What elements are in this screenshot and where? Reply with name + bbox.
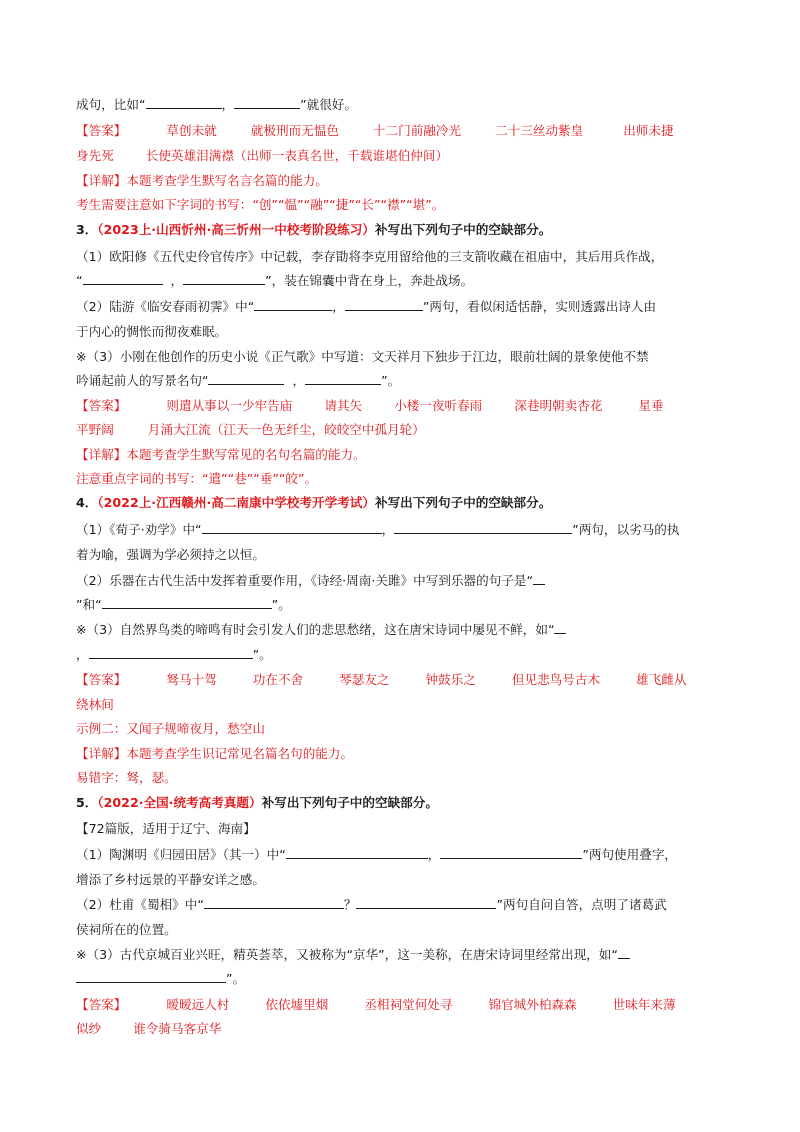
blank [89, 646, 253, 659]
text-line: （2）乐器在古代生活中发挥着重要作用，《诗经·周南·关雎》中写到乐器的句子是“ [76, 572, 724, 590]
text-line: ”。 [76, 970, 724, 988]
text-line: 于内心的惆怅而彻夜难眠。 [76, 324, 228, 339]
text-line: （2）杜甫《蜀相》中“ ？ ”两句自问自答，点明了诸葛武 [76, 897, 667, 912]
blank [208, 372, 284, 385]
text-line: ※（3）自然界鸟类的啼鸣有时会引发人们的悲思愁绪，这在唐宋诗词中屡见不鲜，如“ [76, 621, 724, 639]
blank [102, 596, 272, 609]
text-line: （1）《荀子·劝学》中“ ， ”两句，以劣马的执 [76, 522, 680, 537]
text-line: （2）陆游《临安春雨初霁》中“ ， ”两句，看似闲适恬静，实则透露出诗人由 [76, 299, 657, 314]
blank [83, 272, 163, 285]
text-line: 侯祠所在的位置。 [76, 922, 177, 937]
answer-line: 平野阔 月涌大江流（江天一色无纤尘，皎皎空中孤月轮） [76, 422, 425, 437]
text-line: 着为喻，强调为学必须持之以恒。 [76, 547, 265, 562]
blank [234, 96, 300, 109]
question-5-header: 5．（2022·全国·统考高考真题）补写出下列句子中的空缺部分。 [76, 795, 438, 810]
answer-line: 绕林间 [76, 697, 114, 712]
blank [146, 96, 222, 109]
blank [533, 572, 545, 585]
blank [554, 621, 566, 634]
blank [183, 272, 265, 285]
blank [618, 946, 630, 959]
version-line: 【72篇版，适用于辽宁、海南】 [76, 821, 256, 836]
text-line: 增添了乡村远景的平静安详之感。 [76, 872, 265, 887]
question-4-header: 4．（2022上·江西赣州·高二南康中学校考开学考试）补写出下列句子中的空缺部分。 [76, 495, 552, 510]
blank [345, 298, 423, 311]
answer-line: 【答案】 暧暧远人村 依依墟里烟 丞相祠堂何处寻 锦官城外柏森森 世味年来薄 [76, 997, 676, 1012]
blank [356, 896, 496, 909]
blank [204, 896, 344, 909]
text-line: （1）陶渊明《归园田居》（其一）中“ ， ”两句使用叠字， [76, 847, 678, 862]
answer-line: 【答案】 草创未就 就极刑而无愠色 十二门前融冷光 二十三丝动紫皇 出师未捷 [76, 123, 674, 138]
text-line: 成句，比如“ ， ”就很好。 [76, 97, 357, 112]
text-line: ， ”。 [76, 647, 272, 662]
answer-line: 【答案】 则遣从事以一少牢告庙 请其矢 小楼一夜听春雨 深巷明朝卖杏花 星垂 [76, 398, 664, 413]
blank [440, 846, 582, 859]
detail-line: 【详解】本题考查学生识记常见名篇名句的能力。 [76, 746, 354, 761]
blank [202, 521, 382, 534]
blank [394, 521, 572, 534]
note-line: 易错字：驽，瑟。 [76, 770, 177, 785]
question-3-header: 3．（2023上·山西忻州·高三忻州一中校考阶段练习）补写出下列句子中的空缺部分。 [76, 222, 552, 237]
blank [305, 372, 381, 385]
example-line: 示例二：又闻子规啼夜月，愁空山 [76, 721, 265, 736]
blank [76, 970, 226, 983]
note-line: 注意重点字词的书写：“遣”“巷”“垂”“皎”。 [76, 471, 318, 486]
blank [286, 846, 428, 859]
detail-line: 【详解】本题考查学生默写名言名篇的能力。 [76, 173, 328, 188]
text-line: “ ， ”，装在锦囊中背在身上，奔赴战场。 [76, 273, 474, 288]
text-line: ※（3）古代京城百业兴旺，精英荟萃，又被称为“京华”，这一美称，在唐宋诗词里经常出现，如“ [76, 946, 724, 964]
answer-line: 似纱 谁令骑马客京华 [76, 1021, 222, 1036]
blank [254, 298, 332, 311]
text-line: （1）欧阳修《五代史伶官传序》中记载，李存勖将李克用留给他的三支箭收藏在祖庙中，其后用兵作战， [76, 249, 664, 264]
answer-line: 身先死 长使英雄泪满襟（出师一表真名世，千载谁堪伯仲间） [76, 148, 449, 163]
answer-line: 【答案】 驽马十驾 功在不舍 琴瑟友之 钟鼓乐之 但见悲鸟号古木 雄飞雌从 [76, 672, 687, 687]
text-line: ”和“ ”。 [76, 597, 291, 612]
note-line: 考生需要注意如下字词的书写：“创”“愠”“融”“捷”“长”“襟”“堪”。 [76, 197, 445, 212]
detail-line: 【详解】本题考查学生默写常见的名句名篇的能力。 [76, 447, 366, 462]
text-line: 吟诵起前人的写景名句“ ， ”。 [76, 373, 401, 388]
text-line: ※（3）小刚在他创作的历史小说《正气歌》中写道：文天祥月下独步于江边，眼前壮阔的景象使他不禁 [76, 349, 649, 364]
